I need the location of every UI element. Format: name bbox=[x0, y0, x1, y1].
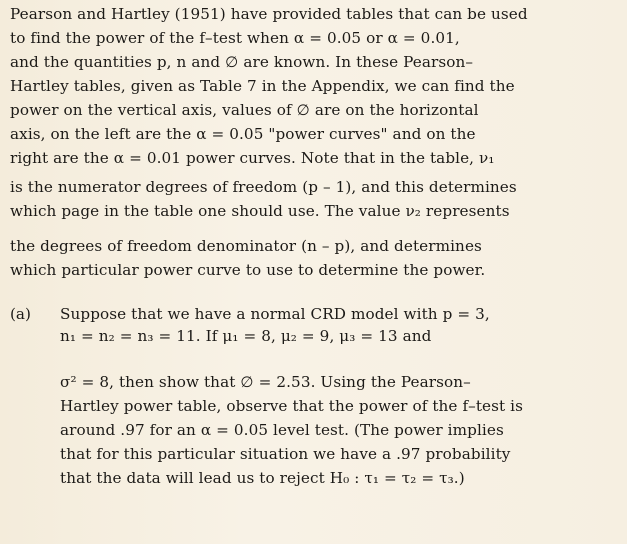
paragraph-line-5: power on the vertical axis, values of ∅ are on the horizontal bbox=[10, 101, 479, 119]
paragraph-line-4: Hartley tables, given as Table 7 in the Appendix, we can find the bbox=[10, 77, 515, 95]
paragraph-line-3: and the quantities p, n and ∅ are known. In these Pearson– bbox=[10, 53, 474, 71]
paragraph-line-1: Pearson and Hartley (1951) have provided tables that can be used bbox=[10, 5, 528, 23]
part-a-line-2: n₁ = n₂ = n₃ = 11. If μ₁ = 8, μ₂ = 9, μ₃ = 13 and bbox=[60, 327, 432, 345]
part-a-line-4: Hartley power table, observe that the power of the f–test is bbox=[60, 397, 524, 415]
part-a-line-7: that the data will lead us to reject H₀ : τ₁ = τ₂ = τ₃.) bbox=[60, 469, 465, 487]
paragraph-line-8: is the numerator degrees of freedom (p – 1), and this determines bbox=[10, 178, 517, 196]
part-a-line-3: σ² = 8, then show that ∅ = 2.53. Using the Pearson– bbox=[60, 373, 471, 391]
paragraph-line-6: axis, on the left are the α = 0.05 "power curves" and on the bbox=[10, 125, 476, 143]
part-a-label: (a) bbox=[10, 305, 31, 323]
paragraph-line-10: the degrees of freedom denominator (n – p), and determines bbox=[10, 237, 482, 255]
paragraph-line-11: which particular power curve to use to determine the power. bbox=[10, 261, 486, 279]
paragraph-line-9: which page in the table one should use. The value ν₂ represents bbox=[10, 202, 510, 220]
part-a-line-6: that for this particular situation we have a .97 probability bbox=[60, 445, 511, 463]
part-a-line-1: Suppose that we have a normal CRD model with p = 3, bbox=[60, 305, 490, 323]
paragraph-line-7: right are the α = 0.01 power curves. Note that in the table, ν₁ bbox=[10, 149, 495, 167]
paragraph-line-2: to find the power of the f–test when α = 0.05 or α = 0.01, bbox=[10, 29, 460, 47]
part-a-line-5: around .97 for an α = 0.05 level test. (The power implies bbox=[60, 421, 504, 439]
